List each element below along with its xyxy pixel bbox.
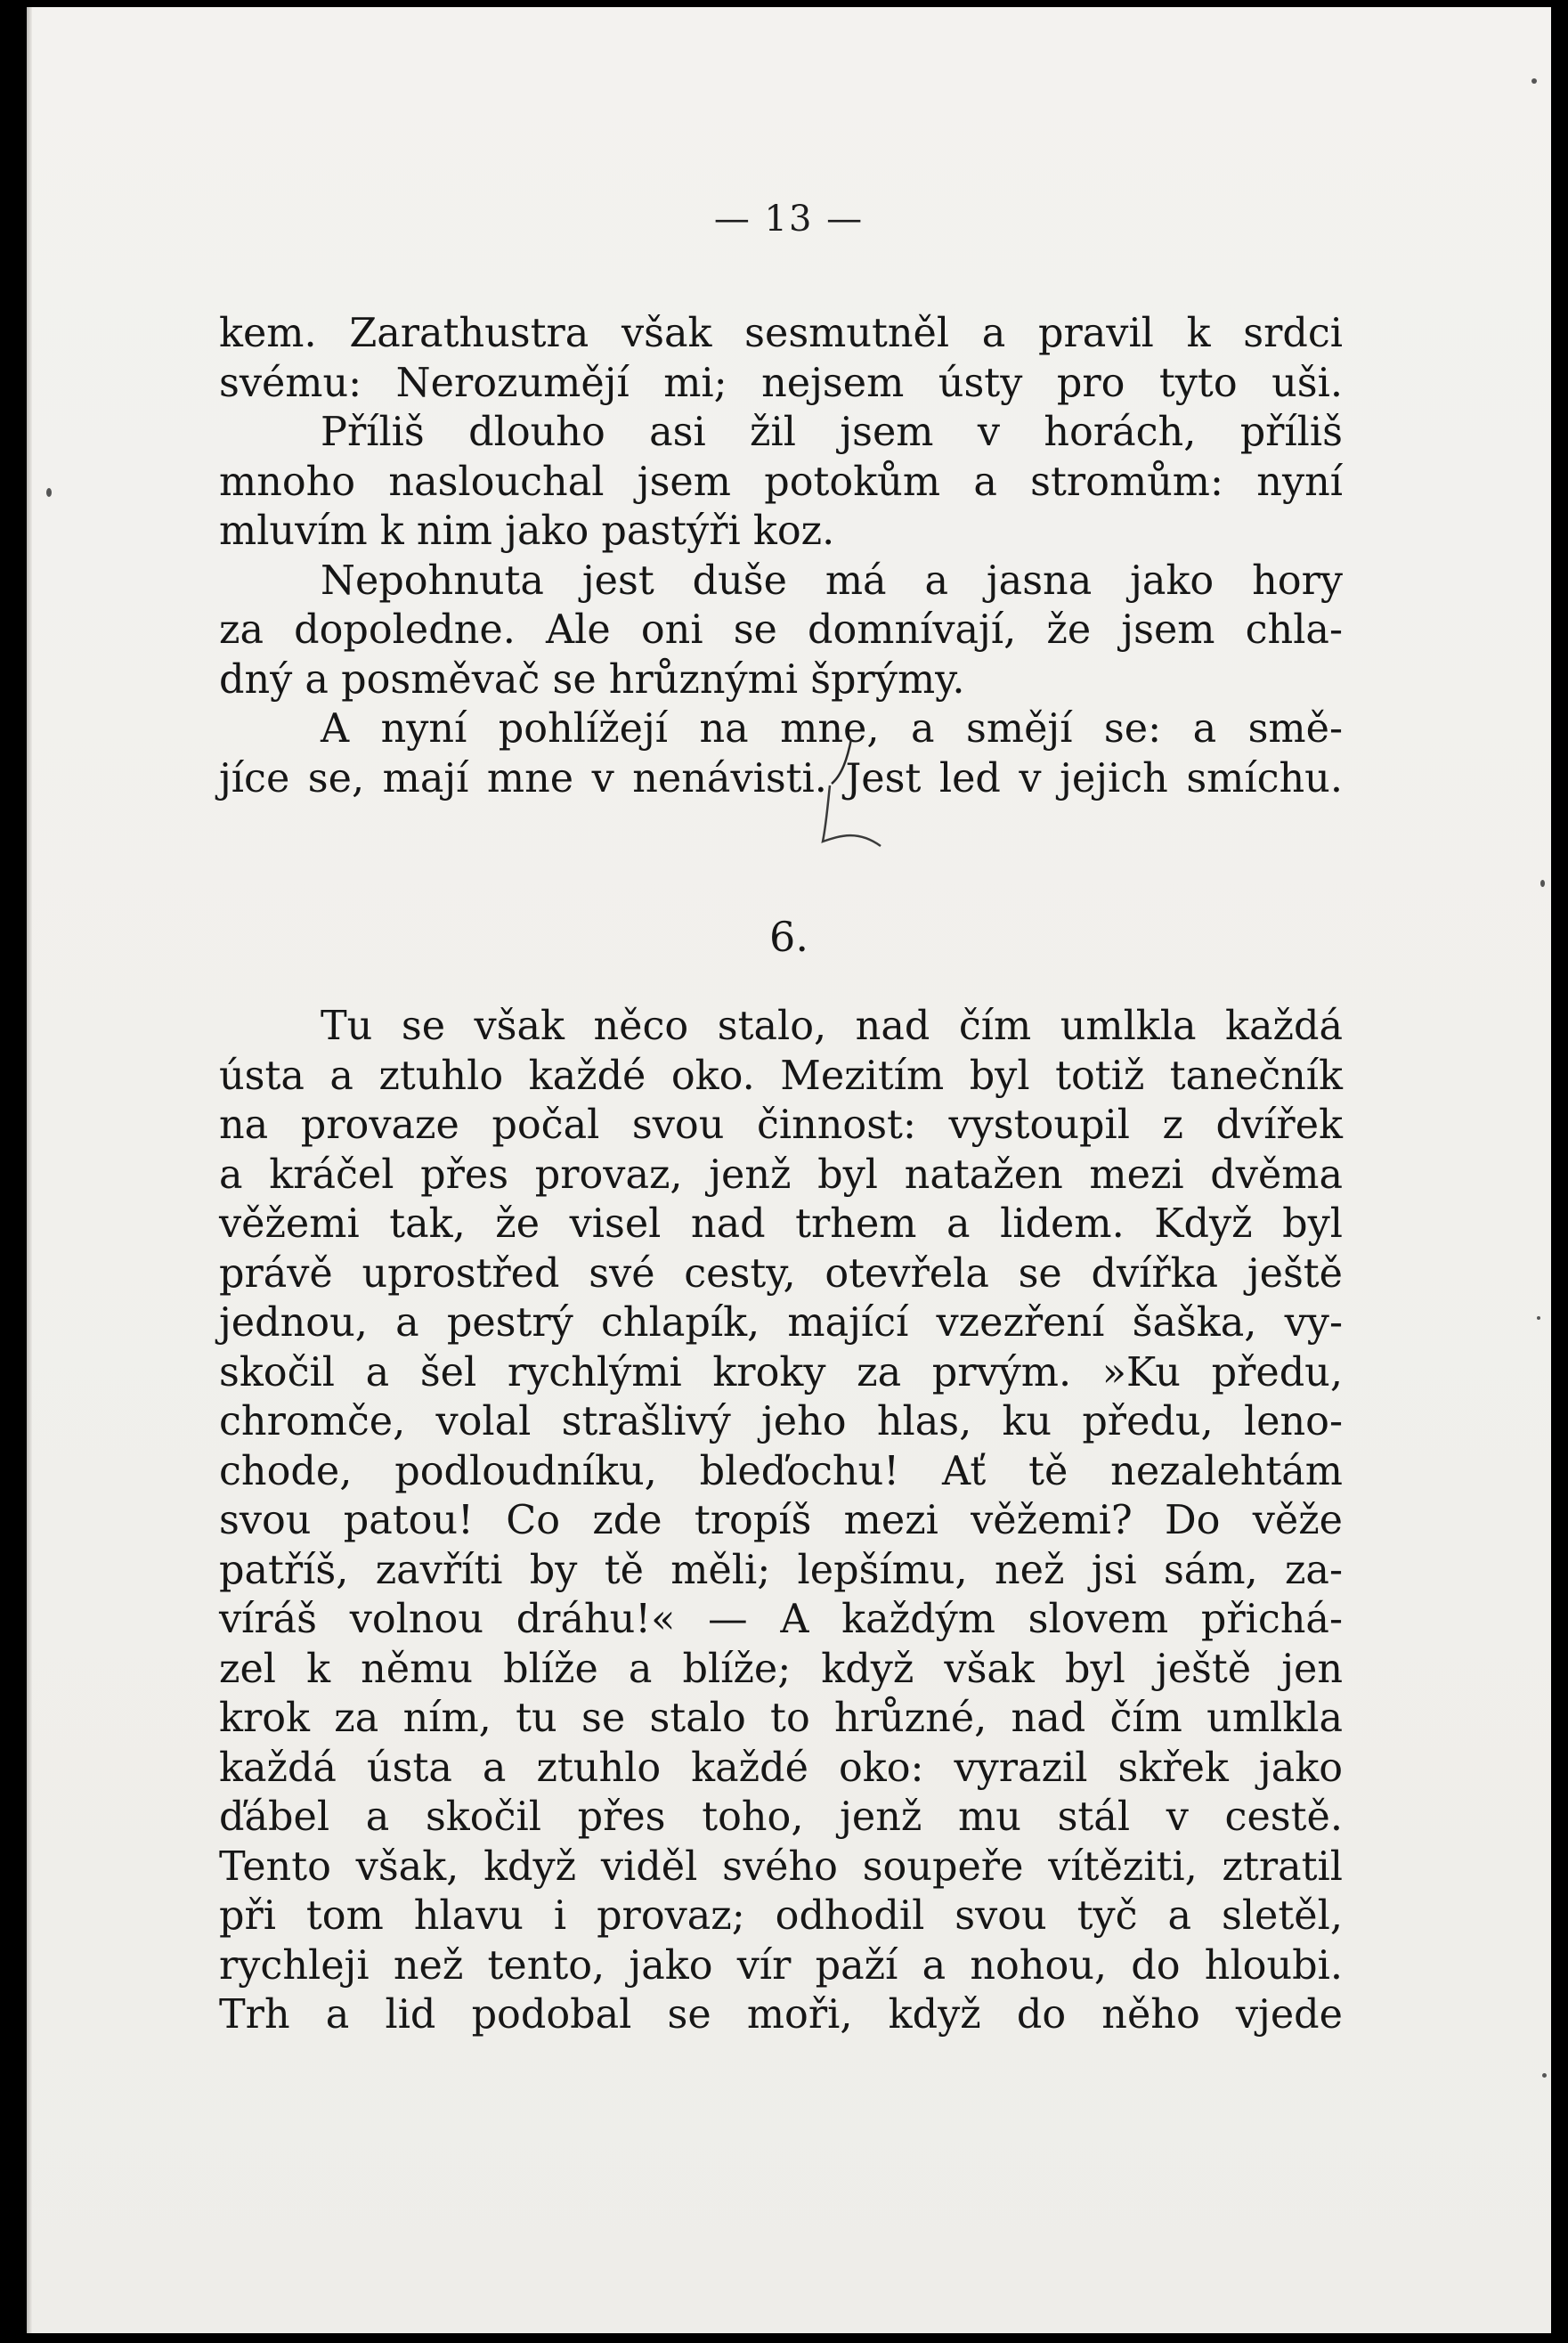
text-line: na provaze počal svou činnost: vystoupil z dvířek: [219, 1102, 1343, 1148]
text-line: krok za ním, tu se stalo to hrůzné, nad čím umlkla: [219, 1696, 1343, 1741]
paper-speck: [1531, 78, 1537, 84]
pencil-annotation-mark: [796, 721, 894, 864]
paper-speck: [46, 488, 52, 497]
text-line: každá ústa a ztuhlo každé oko: vyrazil skřek jako: [219, 1745, 1343, 1791]
text-block-section-6: [219, 1002, 1343, 2040]
text-line: Tento však, když viděl svého soupeře vítěziti, ztratil: [219, 1843, 1343, 1890]
book-page: [27, 7, 1551, 2333]
text-line: za dopoledne. Ale oni se domnívají, že jsem chla-: [219, 607, 1343, 653]
text-line: chode, podloudníku, bleďochu! Ať tě nezalehtám: [219, 1448, 1343, 1494]
text-line: a kráčel přes provaz, jenž byl natažen mezi dvěma: [219, 1151, 1343, 1198]
paragraph: [219, 557, 1343, 705]
text-line: chromče, volal strašlivý jeho hlas, ku předu, leno-: [219, 1399, 1343, 1444]
text-line: kem. Zarathustra však sesmutněl a pravil k srdci: [219, 311, 1343, 356]
text-line: Nepohnuta jest duše má a jasna jako hory: [321, 557, 1343, 604]
paragraph: [219, 704, 1343, 803]
text-line: při tom hlavu i provaz; odhodil svou tyč a sletěl,: [219, 1893, 1343, 1939]
paper-speck: [1540, 880, 1545, 887]
text-line: mluvím k nim jako pastýři koz.: [219, 508, 835, 554]
section-heading: 6.: [769, 913, 808, 961]
text-line: A nyní pohlížejí na mne, a smějí se: a smě-: [321, 706, 1343, 752]
text-line: dný a posměvač se hrůznými šprýmy.: [219, 656, 965, 703]
text-line: mnoho naslouchal jsem potokům a stromům: nyní: [219, 459, 1343, 505]
text-line: Příliš dlouho asi žil jsem v horách, příliš: [321, 410, 1343, 455]
text-line: patříš, zavříti by tě měli; lepšímu, než jsi sám, za-: [219, 1547, 1343, 1593]
paragraph: [219, 309, 1343, 557]
paper-speck: [1542, 2073, 1547, 2078]
text-line: víráš volnou dráhu!« — A každým slovem přichá-: [219, 1597, 1343, 1642]
text-line: svému: Nerozumějí mi; nejsem ústy pro tyto uši.: [219, 360, 1343, 406]
text-line: zel k němu blíže a blíže; když však byl ještě jen: [219, 1646, 1343, 1692]
page-spine-shadow: [27, 7, 32, 2333]
paragraph: [219, 1002, 1343, 2040]
text-line: ďábel a skočil přes toho, jenž mu stál v cestě.: [219, 1794, 1343, 1840]
text-line: Trh a lid podobal se moři, když do něho vjede: [219, 1992, 1343, 2038]
text-line: věžemi tak, že visel nad trhem a lidem. Když byl: [219, 1201, 1343, 1247]
paper-speck: [1537, 1316, 1540, 1320]
text-line: právě uprostřed své cesty, otevřela se dvířka ještě: [219, 1250, 1343, 1297]
text-block-before-section: [219, 309, 1343, 803]
text-line: jíce se, mají mne v nenávisti. Jest led v jejich smíchu.: [219, 755, 1343, 801]
text-line: svou patou! Co zde tropíš mezi věžemi? Do věže: [219, 1498, 1343, 1543]
page-number: — 13 —: [713, 199, 865, 240]
text-line: ústa a ztuhlo každé oko. Mezitím byl totiž tanečník: [219, 1053, 1343, 1099]
text-line: Tu se však něco stalo, nad čím umlkla každá: [321, 1004, 1343, 1049]
text-line: jednou, a pestrý chlapík, mající vzezření šaška, vy-: [219, 1300, 1343, 1346]
text-line: rychleji než tento, jako vír paží a nohou, do hloubi.: [219, 1942, 1343, 1989]
text-line: skočil a šel rychlými kroky za prvým. »Ku předu,: [219, 1349, 1343, 1395]
